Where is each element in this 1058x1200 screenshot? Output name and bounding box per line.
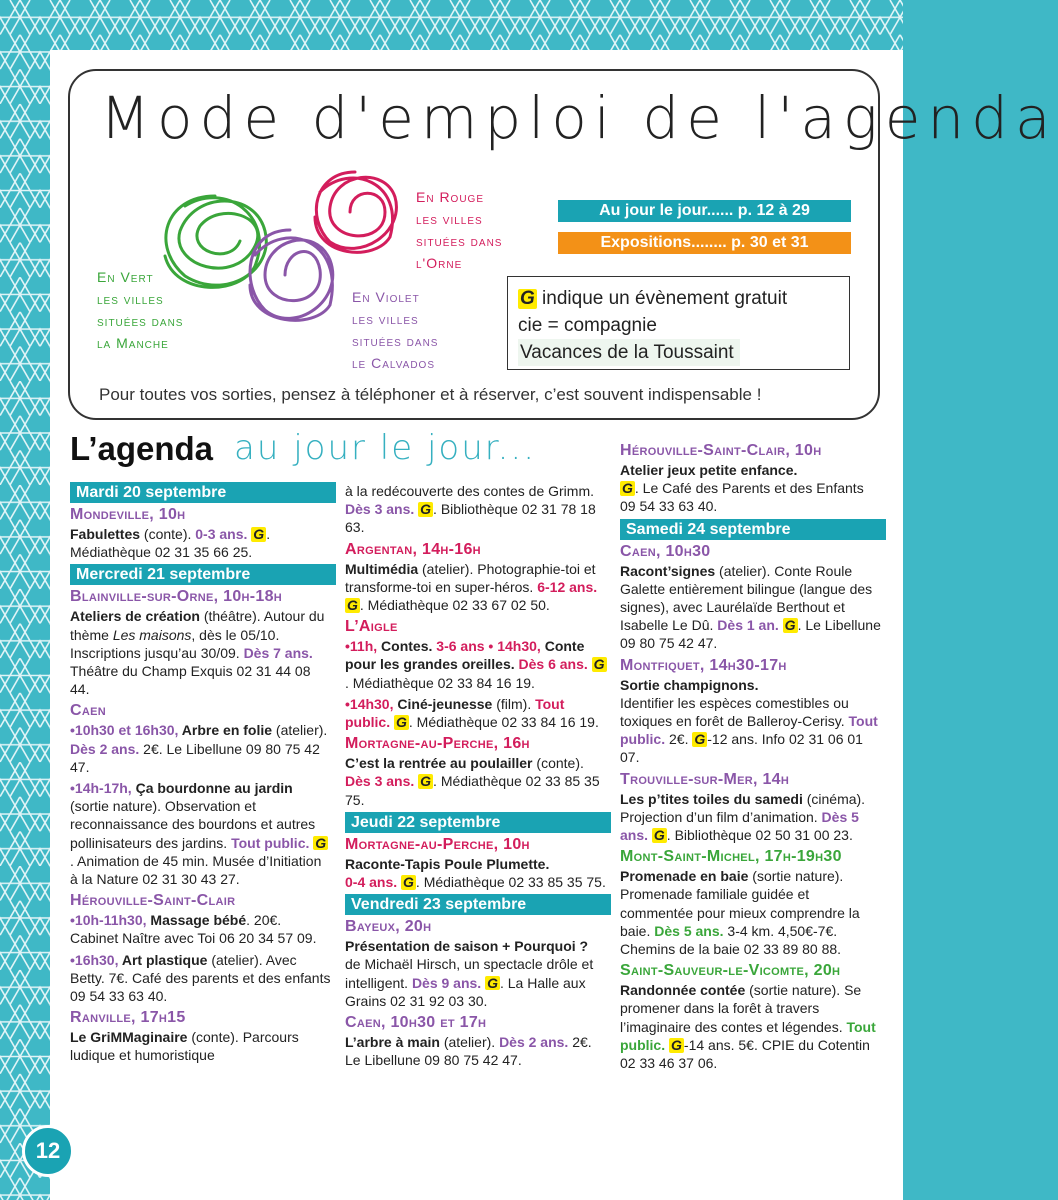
event-argentan: Multimédia (atelier). Photographie-toi et transforme-toi en super-héros. 6-12 ans. G . Médiathèque 02 33 67 02 50.: [345, 560, 598, 614]
exhibitions-index: Expositions........ p. 30 et 31: [558, 232, 851, 254]
event-ranville: Le GriMMaginaire (conte). Parcours ludique et humoristique: [70, 1029, 299, 1064]
city-mont-saint-michel: Mont-Saint-Michel, 17h-19h30: [620, 848, 842, 866]
page-number: 12: [22, 1125, 74, 1177]
city-caen-2: Caen, 10h30 et 17h: [345, 1014, 487, 1032]
event-mortagne-poulailler: C’est la rentrée au poulailler (conte). Dès 3 ans. G . Médiathèque 02 33 85 35 75.: [345, 755, 600, 808]
event-herouville-art: •16h30, Art plastique (atelier). Avec Betty. 7€. Café des parents et des enfants 09 54 33 63 40.: [70, 951, 331, 1005]
event-laigle-contes: •11h, Contes. 3-6 ans • 14h30, Conte pour les grandes oreilles. Dès 6 ans. G. Médiathèque 02 33 84 16 19.: [345, 638, 605, 691]
city-montfiquet: Montfiquet, 14h30-17h: [620, 656, 787, 674]
column-3: [620, 441, 882, 1075]
event-blainville: Ateliers de création (théâtre). Autour du thème Les maisons, dès le 05/10. Inscriptions jusqu’au 30/09. Dès 7 ans. Théâtre du Champ Exquis 02 31 44 08 44.: [70, 608, 325, 698]
event-caen-arbre: •10h30 et 16h30, Arbre en folie (atelier). Dès 2 ans. 2€. Le Libellune 09 80 75 42 47.: [70, 722, 328, 775]
city-mortagne-2: Mortagne-au-Perche, 10h: [345, 835, 530, 853]
key-box: [507, 276, 850, 370]
free-badge: G: [396, 714, 407, 731]
free-badge: G: [403, 874, 414, 891]
event-caen-bourdonne: •14h-17h, Ça bourdonne au jardin (sortie nature). Observation et reconnaissance des bourdons et autres pollinisateurs des jardins. Tout public. G. Animation de 45 min. Musée d’Initiation à la Nature 02 31 30 43 27.: [70, 780, 327, 888]
event-mont-saint-michel: Promenade en baie (sortie nature). Promenade familiale guidée et commentée pour mieux comprendre la baie. Dès 5 ans. 3-4 km. 4,50€-7€. Chemins de la baie 02 33 89 80 88.: [620, 868, 860, 958]
section-title: L’agenda: [70, 430, 214, 467]
section-subtitle: au jour le jour...: [234, 428, 537, 468]
city-bayeux: Bayeux, 20h: [345, 918, 432, 936]
key-holidays: Vacances de la Toussaint: [518, 339, 740, 366]
event-caen-racontsignes: Racont’signes (atelier). Conte Roule Galette entièrement bilingue (langue des signes), avec Laurélaïde Berthout et Isabelle Le Dû. Dès 1 an. G . Le Libellune 09 80 75 42 47.: [620, 562, 881, 652]
free-badge: G: [347, 597, 358, 614]
key-free-text: indique un évènement gratuit: [536, 288, 788, 309]
day-header-mercredi: Mercredi 21 septembre: [70, 564, 336, 585]
legend-green: En Vert les villes situées dans la Manche: [97, 269, 184, 351]
red-scribble: [300, 162, 410, 262]
free-badge: G: [487, 974, 498, 991]
page-title: Mode d'emploi de l'agenda: [100, 84, 1058, 152]
event-montfiquet: Sortie champignons. Identifier les espèces comestibles ou toxiques en forêt de Balleroy-Cerisy. Tout public. 2€. G -12 ans. Info 02 31 06 01 07.: [620, 676, 878, 766]
city-blainville: Blainville-sur-Orne, 10h-18h: [70, 588, 283, 606]
column-2: [345, 482, 607, 1072]
free-badge: G: [253, 526, 265, 542]
free-badge: G: [622, 480, 633, 497]
city-mortagne: Mortagne-au-Perche, 16h: [345, 735, 530, 753]
city-trouville: Trouville-sur-Mer, 14h: [620, 770, 790, 788]
day-header-mardi: Mardi 20 septembre: [70, 482, 336, 503]
event-ranville-continued: à la redécouverte des contes de Grimm. Dès 3 ans. G . Bibliothèque 02 31 78 18 63.: [345, 483, 596, 536]
event-mondeville: Fabulettes (conte). 0-3 ans. G . Médiathèque 02 31 35 66 25.: [70, 526, 271, 561]
legend-red: En Rouge les villes situées dans l'Orne: [416, 189, 503, 271]
city-mondeville: Mondeville, 10h: [70, 506, 186, 523]
event-saint-sauveur: Randonnée contée (sortie nature). Se promener dans la forêt à travers l’imaginaire des contes et légendes. Tout public. G -14 ans. 5€. CPIE du Cotentin 02 33 46 37 06.: [620, 982, 876, 1072]
event-bayeux: Présentation de saison + Pourquoi ? de Michaël Hirsch, un spectacle drôle et intelligent. Dès 9 ans. G . La Halle aux Grains 02 31 92 03 30.: [345, 938, 594, 1009]
day-header-vendredi: Vendredi 23 septembre: [345, 894, 611, 915]
free-badge: G: [593, 656, 605, 673]
event-trouville: Les p’tites toiles du samedi (cinéma). Projection d’un film d’animation. Dès 5 ans. G . Bibliothèque 02 50 31 00 23.: [620, 790, 866, 844]
city-herouville: Hérouville-Saint-Clair: [70, 892, 236, 910]
day-by-day-index: Au jour le jour...... p. 12 à 29: [558, 200, 851, 222]
city-herouville-2: Hérouville-Saint-Clair, 10h: [620, 442, 822, 459]
key-free-line: [518, 285, 839, 312]
event-caen-arbre-main: L’arbre à main (atelier). Dès 2 ans. 2€. Le Libellune 09 80 75 42 47.: [345, 1034, 592, 1069]
city-ranville: Ranville, 17h15: [70, 1009, 186, 1027]
city-laigle: L’Aigle: [345, 618, 398, 636]
free-badge: G: [694, 731, 706, 748]
free-badge: G: [653, 827, 665, 844]
day-header-samedi: Samedi 24 septembre: [620, 519, 886, 540]
box-footer-note: Pour toutes vos sorties, pensez à téléphoner et à réserver, c’est souvent indispensable !: [99, 385, 762, 404]
free-badge: G: [784, 617, 796, 634]
city-caen-3: Caen, 10h30: [620, 542, 711, 560]
free-badge: G: [671, 1036, 682, 1053]
free-badge: G: [315, 834, 327, 851]
event-herouville-jeux: Atelier jeux petite enfance. G . Le Café des Parents et des Enfants 09 54 33 63 40.: [620, 462, 864, 515]
city-saint-sauveur: Saint-Sauveur-le-Vicomte, 20h: [620, 962, 841, 980]
event-laigle-cine: •14h30, Ciné-jeunesse (film). Tout public. G . Médiathèque 02 33 84 16 19.: [345, 695, 599, 731]
free-badge: G: [520, 288, 535, 309]
event-mortagne-tapis: Raconte-Tapis Poule Plumette. 0-4 ans. G . Médiathèque 02 33 85 35 75.: [345, 855, 606, 891]
key-company-line: cie = compagnie: [518, 315, 657, 336]
event-herouville-massage: •10h-11h30, Massage bébé. 20€. Cabinet Naître avec Toi 06 20 34 57 09.: [70, 912, 317, 947]
free-badge: G: [420, 501, 432, 518]
city-caen: Caen: [70, 702, 106, 720]
column-1: [70, 482, 332, 1068]
city-argentan: Argentan, 14h-16h: [345, 540, 481, 558]
day-header-jeudi: Jeudi 22 septembre: [345, 812, 611, 833]
free-badge: G: [420, 773, 432, 790]
legend-violet: En Violet les villes situées dans le Calvados: [352, 289, 439, 371]
